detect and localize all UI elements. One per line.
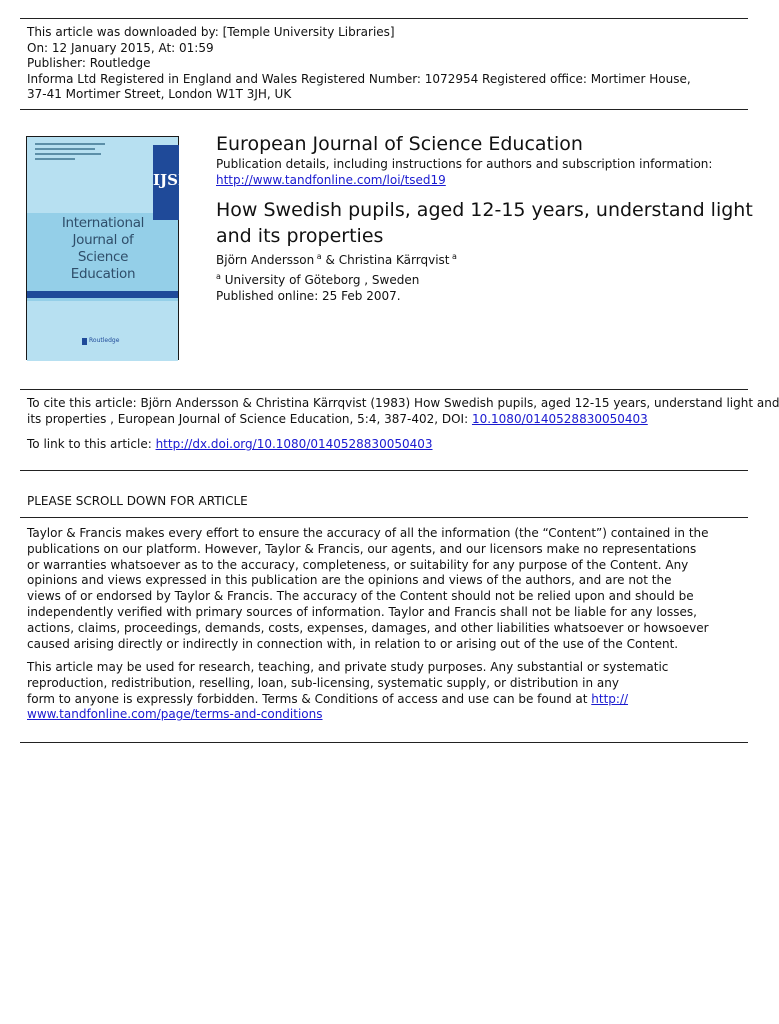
disclaimer-line: Taylor & Francis makes every effort to ensure the accuracy of all the information (the “Content”) contained in the: [27, 526, 709, 540]
download-line: On: 12 January 2015, At: 01:59: [27, 40, 214, 55]
cover-title-line: Science: [77, 249, 129, 265]
author-name: Christina Kärrqvist: [338, 253, 450, 267]
author-separator: &: [321, 253, 339, 267]
journal-title: European Journal of Science Education: [216, 133, 583, 155]
download-line: 37-41 Mortimer Street, London W1T 3JH, UK: [27, 87, 292, 101]
journal-url-link[interactable]: http://www.tandfonline.com/loi/tsed19: [216, 173, 446, 187]
article-link-label: To link to this article:: [27, 437, 156, 451]
usage-terms: [27, 660, 747, 723]
cover-publisher: Routledge: [89, 337, 120, 344]
author-name: Björn Andersson: [216, 253, 315, 267]
cover-title-line: Journal of: [72, 232, 134, 248]
disclaimer: [27, 526, 747, 652]
usage-line: reproduction, redistribution, reselling, loan, sub-licensing, systematic supply, or distribution in any: [27, 675, 619, 690]
terms-link[interactable]: www.tandfonline.com/page/terms-and-conditions: [27, 707, 323, 722]
journal-cover-image: [26, 136, 190, 360]
article-title: [216, 197, 753, 249]
scroll-rule: [20, 470, 748, 471]
disclaimer-line: independently verified with primary sources of information. Taylor and Francis shall not be liable for any losses,: [27, 604, 697, 619]
download-line: This article was downloaded by: [Temple University Libraries]: [27, 25, 395, 39]
usage-text: form to anyone is expressly forbidden. Terms & Conditions of access and use can be found at: [27, 691, 592, 706]
scroll-notice: PLEASE SCROLL DOWN FOR ARTICLE: [27, 494, 248, 508]
usage-line: [27, 707, 747, 723]
top-rule: [20, 18, 748, 19]
article-title-line: and its properties: [216, 225, 384, 247]
download-line: Publisher: Routledge: [27, 56, 151, 70]
disclaimer-line: or warranties whatsoever as to the accuracy, completeness, or suitability for any purpose of the Content. Any: [27, 557, 689, 572]
terms-link[interactable]: http://: [591, 691, 629, 706]
bottom-rule: [20, 742, 748, 743]
affiliation: [216, 273, 419, 289]
download-line: Informa Ltd Registered in England and Wales Registered Number: 1072954 Registered office: Mortimer House,: [27, 71, 691, 86]
cover-blue-band: [27, 291, 178, 298]
article-link: [27, 436, 433, 452]
disclaimer-line: views of or endorsed by Taylor & Francis. The accuracy of the Content should not be relied upon and should be: [27, 589, 694, 604]
routledge-logo-icon: [82, 338, 87, 345]
disclaimer-line: actions, claims, proceedings, demands, costs, expenses, damages, and other liabilities whatsoever or howsoever: [27, 620, 709, 635]
cover-title-line: Education: [70, 266, 136, 282]
download-info: [27, 25, 742, 103]
disclaimer-line: caused arising directly or indirectly in connection with, in relation to or arising out of the use of the Content.: [27, 636, 679, 651]
doi-link[interactable]: 10.1080/0140528830050403: [471, 412, 648, 426]
disclaimer-line: opinions and views expressed in this publication are the opinions and views of the authors, and are not the: [27, 573, 672, 588]
published-date: Published online: 25 Feb 2007.: [216, 289, 401, 303]
usage-line: [27, 692, 747, 708]
publication-details: Publication details, including instructions for authors and subscription information:: [216, 157, 713, 171]
citation-line: [27, 411, 742, 427]
citation-line: To cite this article: Björn Andersson & Christina Kärrqvist (1983) How Swedish pupils, aged 12-15 years, understand light and: [27, 396, 779, 410]
affiliation-marker: a: [452, 252, 457, 261]
cite-rule: [20, 389, 748, 390]
article-url-link[interactable]: http://dx.doi.org/10.1080/0140528830050403: [155, 437, 433, 451]
journal-url-line: [216, 173, 446, 189]
citation: [27, 395, 779, 427]
cover-logo: IJSE: [153, 145, 179, 220]
cover-bottom-band: [27, 301, 178, 361]
affiliation-marker: a: [216, 272, 221, 281]
cover-title: [33, 215, 173, 283]
usage-line: This article may be used for research, teaching, and private study purposes. Any substantial or systematic: [27, 660, 669, 674]
affiliation-marker: a: [316, 252, 322, 261]
authors: [216, 253, 457, 269]
affiliation-text: University of Göteborg , Sweden: [224, 273, 420, 287]
cover-title-line: International: [61, 215, 145, 231]
cover-small-print: [35, 143, 105, 167]
header-rule: [20, 109, 748, 110]
citation-text: its properties , European Journal of Science Education, 5:4, 387-402, DOI:: [27, 412, 472, 426]
disclaimer-line: publications on our platform. However, Taylor & Francis, our agents, and our licensors make no representations: [27, 541, 697, 556]
disclaimer-rule: [20, 517, 748, 518]
article-title-line: How Swedish pupils, aged 12-15 years, understand light: [216, 199, 753, 221]
